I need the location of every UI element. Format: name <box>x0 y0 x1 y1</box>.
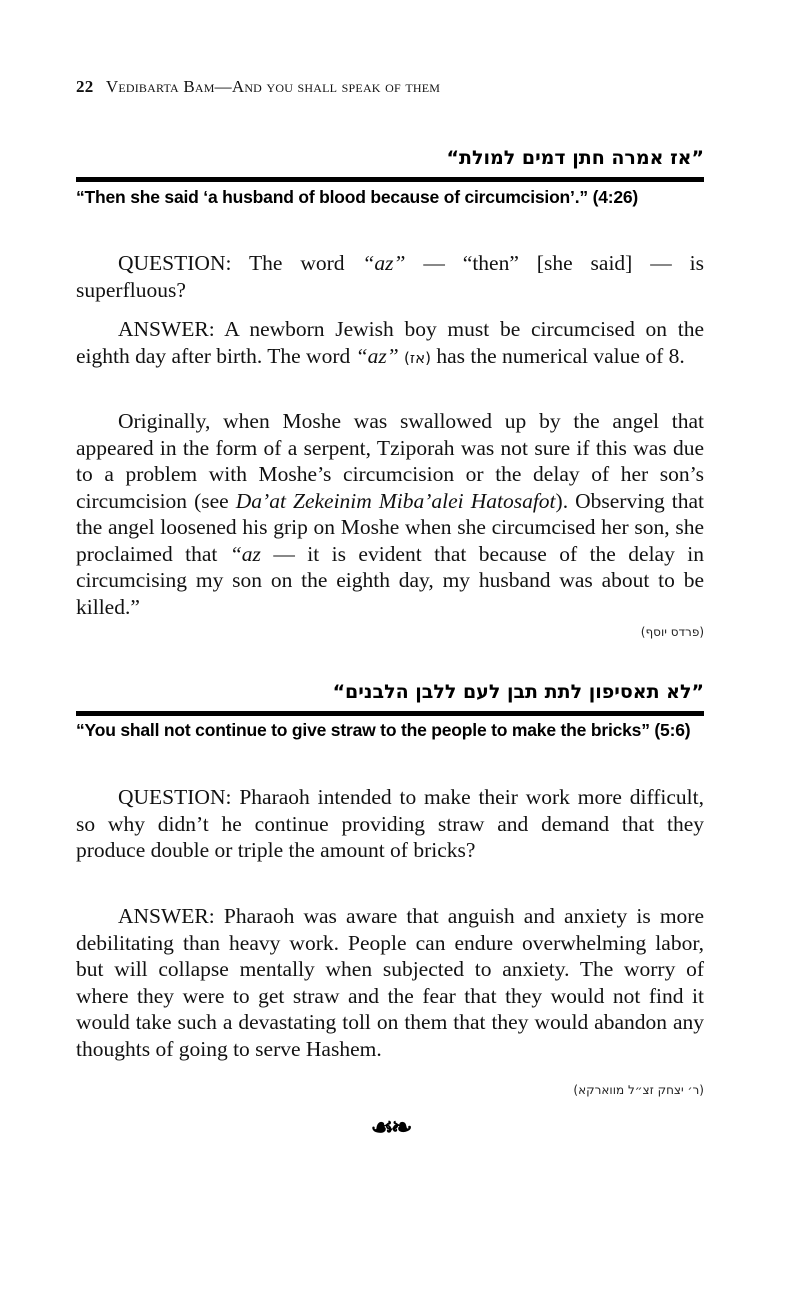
hebrew-inline: (אז) <box>404 348 431 367</box>
running-title: Vedibarta Bam—And you shall speak of them <box>105 77 441 96</box>
question-label: QUESTION: <box>118 785 232 809</box>
section-2-rule <box>76 711 704 716</box>
section-1-paragraph-3: Originally, when Moshe was swallowed up by the angel that appeared in the form of a serpent, Tziporah was not sure if this was due to a problem with Moshe’s circumcision or the delay of her son’s circumcision (see Da’at Zekeinim Miba’alei Hatosafot). Observing that the angel loosened his grip on Moshe when she circumcised her son, she proclaimed that “az — it is evident that because of the delay in circumcising my son on the eighth day, my husband was about to be killed.” <box>76 409 704 619</box>
section-1-question: QUESTION: The word “az” — “then” [she said] — is superfluous? <box>76 251 704 302</box>
section-1-rule <box>76 177 704 182</box>
section-2-question: QUESTION: Pharaoh intended to make their work more difficult, so why didn’t he continue providing straw and demand that they produce double or triple the amount of bricks? <box>76 785 704 862</box>
citation: Da’at Zekeinim Miba’alei Hatosafot <box>235 488 556 513</box>
section-2-english-title: “You shall not continue to give straw to the people to make the bricks” (5:6) <box>76 720 691 740</box>
question-label: QUESTION: <box>118 251 232 275</box>
section-1-answer: ANSWER: A newborn Jewish boy must be circumcised on the eighth day after birth. The word “az” (אז) has the numerical value of 8. <box>76 317 704 368</box>
section-1-hebrew-title: ”אז אמרה חתן דמים למולת“ <box>446 147 704 169</box>
section-2-hebrew-title: ”לא תאסיפון לתת תבן לעם ללבן הלבנים“ <box>332 681 704 703</box>
answer-label: ANSWER: <box>118 317 215 341</box>
section-1-english-title: “Then she said ‘a husband of blood because of circumcision’.” (4:26) <box>76 187 639 207</box>
page-number: 22 <box>76 77 94 96</box>
section-2-source: (ר׳ יצחק זצ״ל מווארקא) <box>573 1083 704 1097</box>
section-1-source: (פרדס יוסף) <box>640 625 704 639</box>
running-header <box>76 77 440 97</box>
flourish-ornament-icon: ☙❧ <box>370 1113 410 1143</box>
section-2-answer: ANSWER: Pharaoh was aware that anguish and anxiety is more debilitating than heavy work. People can endure overwhelming labor, but will collapse mentally when subjected to anxiety. The worry of where they were to get straw and the fear that they would not find it would take such a devastating toll on them that they would abandon any thoughts of going to serve Hashem. <box>76 904 704 1061</box>
answer-label: ANSWER: <box>118 904 215 928</box>
